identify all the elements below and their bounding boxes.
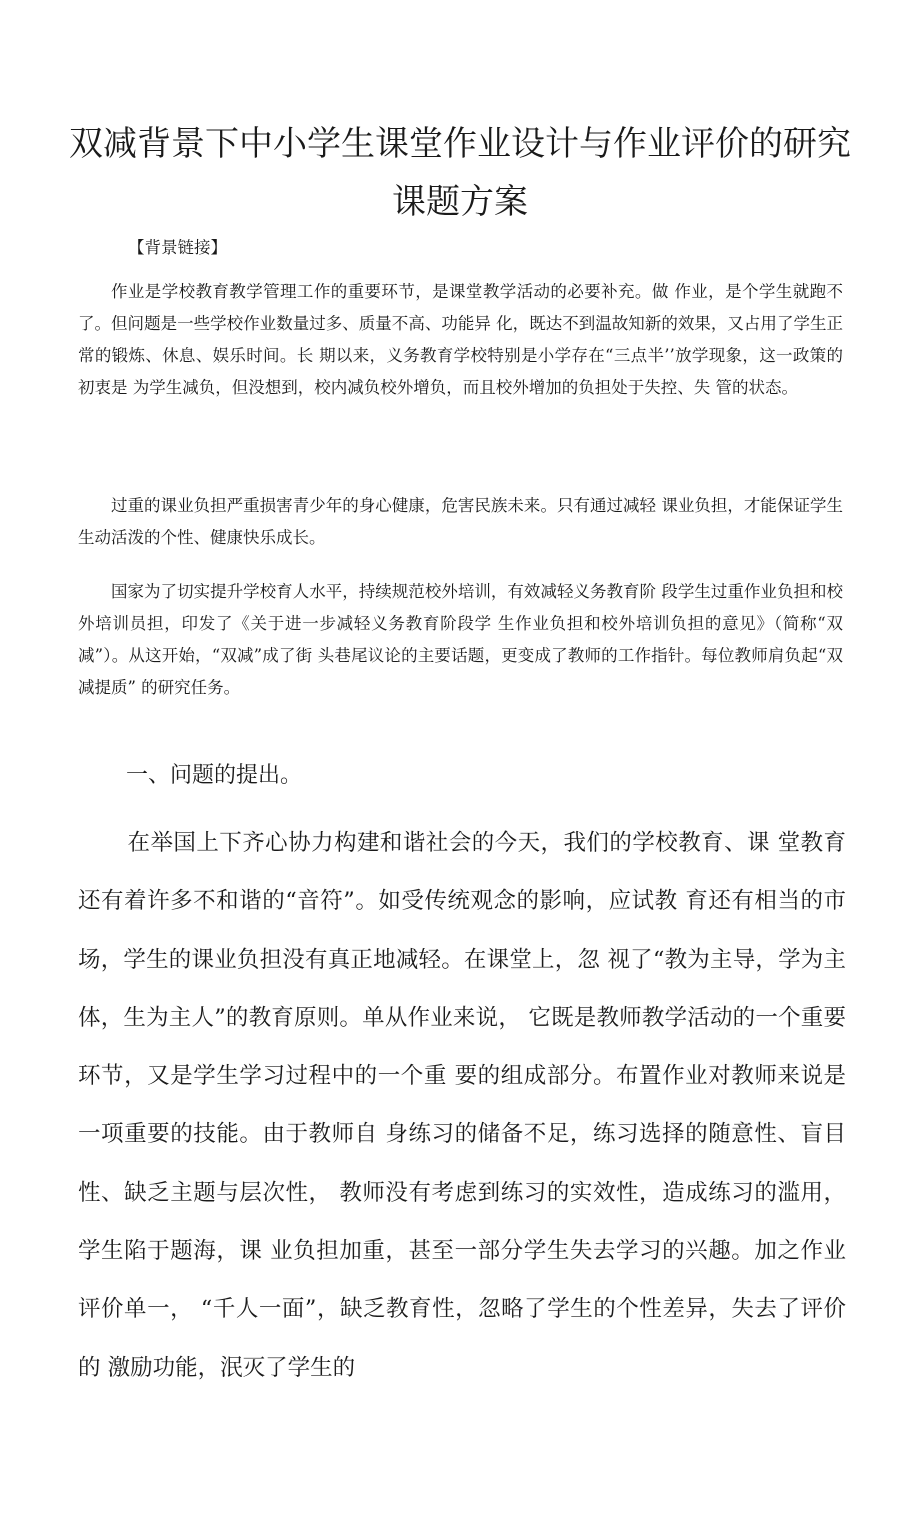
background-paragraph-1: 作业是学校教育教学管理工作的重要环节，是课堂教学活动的必要补充。做 作业，是个学生就跑不了。但问题是一些学校作业数量过多、质量不高、功能异 化，既达不到温故知新的效果，又占用了学生正常的锻炼、休息、娱乐时间。长 期以来，义务教育学校特别是小学存在“三点半’’放学现象，这一政策的初衷是 为学生减负，但没想到，校内减负校外增负，而且校外增加的负担处于失控、失 管的状态。	[78, 282, 843, 397]
document-title-line-1: 双减背景下中小学生课堂作业设计与作业评价的研究	[69, 124, 851, 164]
background-link-label: 【背景链接】	[128, 238, 227, 257]
document-title-line-2: 课题方案	[392, 182, 528, 222]
background-paragraph-2: 过重的课业负担严重损害青少年的身心健康，危害民族未来。只有通过减轻 课业负担，才能保证学生生动活泼的个性、健康快乐成长。	[78, 496, 843, 547]
section-heading-problem: 一、问题的提出。	[126, 763, 303, 788]
background-paragraph-3: 国家为了切实提升学校育人水平，持续规范校外培训，有效减轻义务教育阶 段学生过重作业负担和校外培训员担，印发了《关于进一步减轻义务教育阶段学 生作业负担和校外培训负担的意见》（简称“双减”）。从这开始，“双减”成了街 头巷尾议论的主要话题，更变成了教师的工作指针。每位教师肩负起“双减提质” 的研究任务。	[78, 582, 843, 697]
section-paragraph-problem: 在举国上下齐心协力构建和谐社会的今天，我们的学校教育、课 堂教育还有着许多不和谐的“音符”。如受传统观念的影响，应试教 育还有相当的市场，学生的课业负担没有真正地减轻。在课堂上，忽 视了“教为主导，学为主体，生为主人”的教育原则。单从作业来说， 它既是教师教学活动的一个重要环节，又是学生学习过程中的一个重 要的组成部分。布置作业对教师来说是一项重要的技能。由于教师自 身练习的储备不足，练习选择的随意性、盲目性、缺乏主题与层次性， 教师没有考虑到练习的实效性，造成练习的滥用，学生陷于题海，课 业负担加重，甚至一部分学生失去学习的兴趣。加之作业评价单一， “千人一面”，缺乏教育性，忽略了学生的个性差异，失去了评价的 激励功能，泯灭了学生的	[78, 830, 847, 1381]
